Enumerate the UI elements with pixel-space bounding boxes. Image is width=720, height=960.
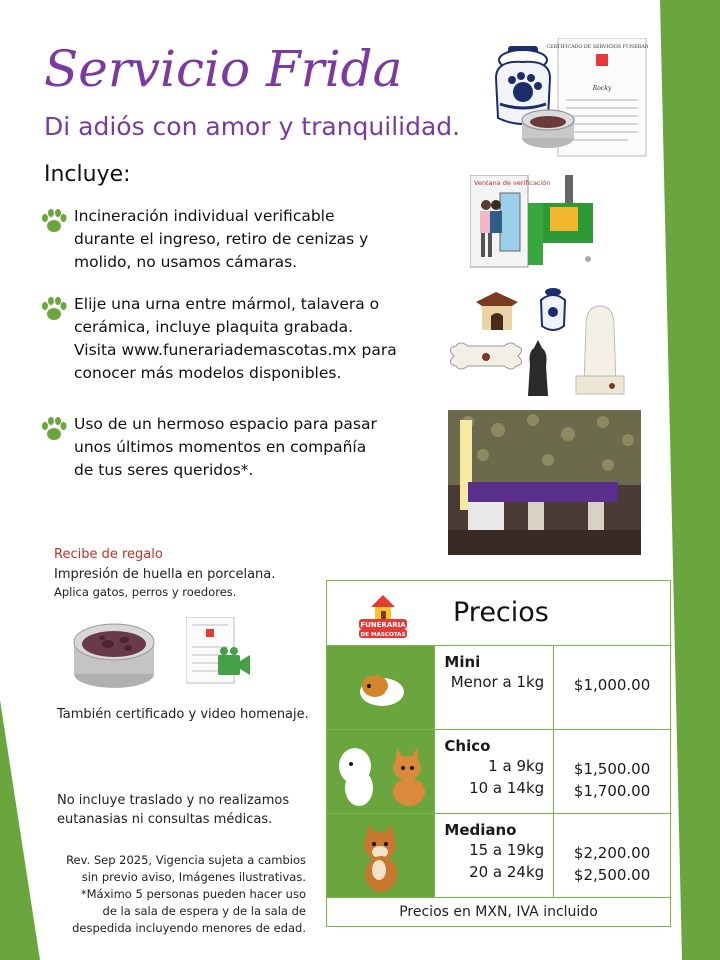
size-name: Mediano <box>444 821 517 839</box>
bullet-line: Elije una urna entre mármol, talavera o <box>74 295 380 313</box>
gift-note: Aplica gatos, perros y roedores. <box>54 585 237 599</box>
farewell-room-photo <box>448 410 641 555</box>
bullet-farewell-room <box>40 413 377 482</box>
weight-range: 20 a 24kg <box>469 863 545 881</box>
certificate-and-video-icon <box>186 617 252 685</box>
verification-window-illustration <box>470 175 605 275</box>
table-row <box>327 730 671 814</box>
funeral-home-logo <box>357 589 409 639</box>
disclaimer-line: sin previo aviso, Imágenes ilustrativas. <box>81 870 306 884</box>
paw-icon <box>40 415 68 443</box>
price-cell <box>554 646 671 730</box>
bullet-cremation <box>40 205 368 274</box>
bullet-line: cerámica, incluye plaquita grabada. <box>74 318 354 336</box>
paw-icon <box>40 207 68 235</box>
bullet-line: durante el ingreso, retiro de cenizas y <box>74 230 369 248</box>
urn-models-photo <box>446 286 632 398</box>
guinea-pig-icon <box>357 668 407 708</box>
table-row <box>327 646 671 730</box>
bullet-line: de tus seres queridos*. <box>74 461 254 479</box>
includes-heading: Incluye: <box>44 162 131 187</box>
disclaimer-line: *Máximo 5 personas pueden hacer uso <box>80 887 306 901</box>
revision-disclaimer <box>60 852 306 937</box>
bullet-line: Incineración individual verificable <box>74 207 335 225</box>
disclaimer-line: de la sala de espera y de la sala de <box>102 904 306 918</box>
price-table-header <box>327 581 671 646</box>
disclaimer-line: Rev. Sep 2025, Vigencia sujeta a cambios <box>66 853 306 867</box>
page-title: Servicio Frida <box>44 40 403 98</box>
table-row <box>327 814 671 898</box>
price-value: $2,200.00 <box>573 844 651 862</box>
size-cell <box>435 730 554 814</box>
bullet-line: conocer más modelos disponibles. <box>74 364 342 382</box>
weight-range: 10 a 14kg <box>469 779 545 797</box>
gift-description: Impresión de huella en porcelana. <box>54 567 276 582</box>
urn-and-certificate-photo <box>488 38 648 160</box>
shiba-dog-icon <box>351 820 411 894</box>
certificate-title: CERTIFICADO DE SERVICIOS FUNERARIOS <box>546 45 648 50</box>
bullet-urn <box>40 293 397 385</box>
logo-text-top: FUNERARIA <box>360 621 406 629</box>
paw-icon <box>40 295 68 323</box>
note-line: eutanasias ni consultas médicas. <box>57 812 273 827</box>
verification-sign: Ventana de verificación <box>474 179 551 187</box>
price-value: $1,500.00 <box>573 760 651 778</box>
note-line: No incluye traslado y no realizamos <box>57 793 290 808</box>
weight-range: 15 a 19kg <box>469 841 545 859</box>
price-table-footer: Precios en MXN, IVA incluido <box>327 898 671 927</box>
bullet-line: unos últimos momentos en compañía <box>74 438 367 456</box>
certificate-video-note: También certificado y video homenaje. <box>57 707 309 722</box>
bullet-line: molido, no usamos cámaras. <box>74 253 298 271</box>
weight-range: 1 a 9kg <box>488 757 545 775</box>
bullet-line: Uso de un hermoso espacio para pasar <box>74 415 377 433</box>
price-table <box>326 580 671 927</box>
prices-heading: Precios <box>453 597 549 628</box>
bullet-line: Visita www.funerariademascotas.mx para <box>74 341 397 359</box>
size-name: Mini <box>444 653 481 671</box>
gift-title: Recibe de regalo <box>54 547 163 562</box>
dog-and-cat-icon <box>333 738 433 810</box>
price-value: $1,000.00 <box>573 676 651 694</box>
paw-print-tin-photo <box>72 608 156 690</box>
pet-image-cell <box>327 814 435 898</box>
price-value: $2,500.00 <box>573 866 651 884</box>
page-subtitle: Di adiós con amor y tranquilidad. <box>44 112 461 141</box>
size-cell <box>435 814 554 898</box>
pet-image-cell <box>327 730 435 814</box>
weight-range: Menor a 1kg <box>450 673 545 691</box>
logo-text-bottom: DE MASCOTAS <box>360 632 406 638</box>
price-value: $1,700.00 <box>573 782 651 800</box>
disclaimer-line: despedida incluyendo menores de edad. <box>72 921 306 935</box>
not-included-note <box>57 791 317 829</box>
size-cell <box>435 646 554 730</box>
price-cell <box>554 730 671 814</box>
size-name: Chico <box>444 737 491 755</box>
pet-image-cell <box>327 646 435 730</box>
certificate-pet-name: Rocky <box>592 85 612 92</box>
price-cell <box>554 814 671 898</box>
